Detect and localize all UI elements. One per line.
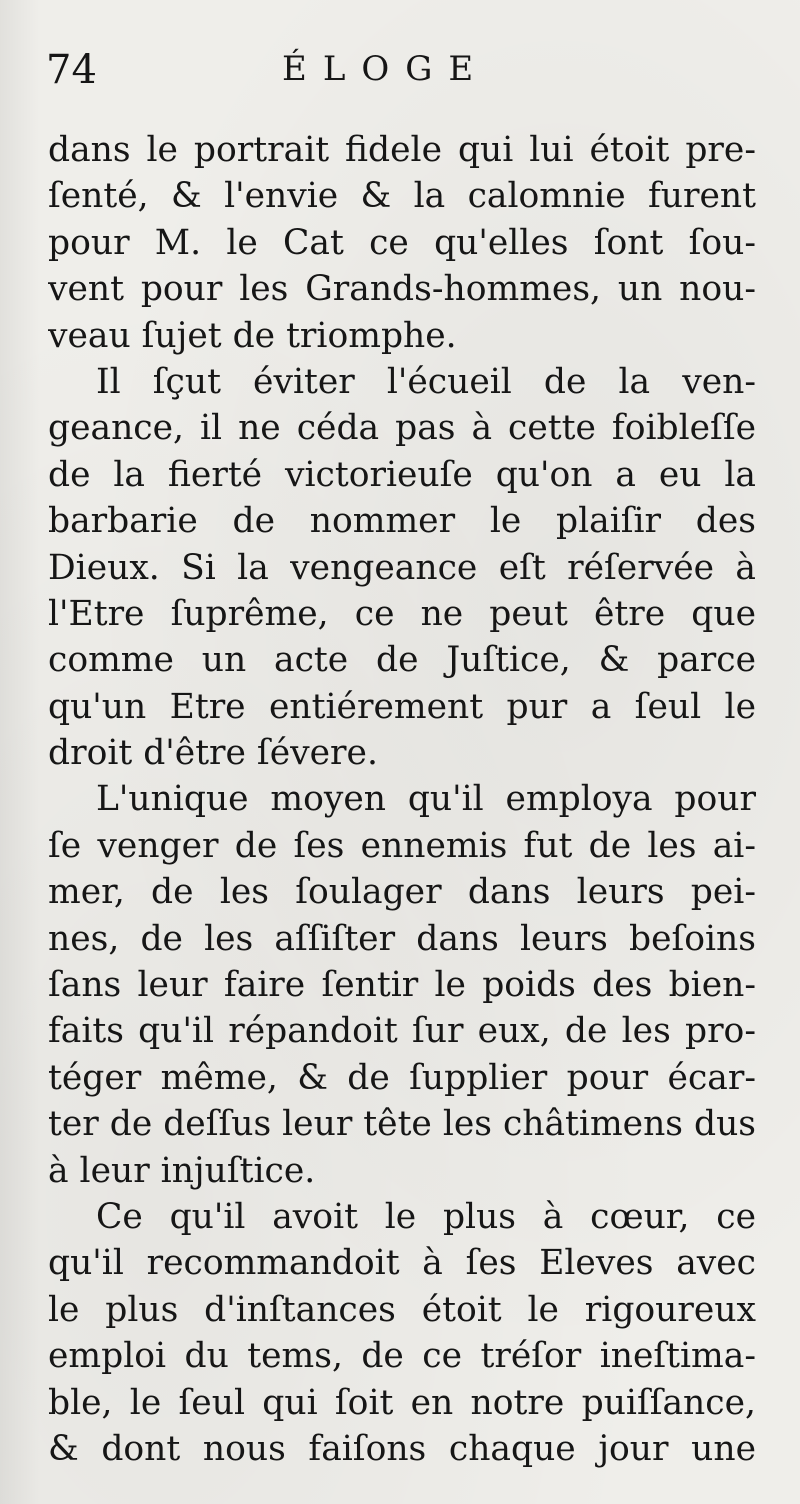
text-line: ſe venger de ſes ennemis fut de les ai- xyxy=(48,825,756,866)
text-line: droit d'être ſévere. xyxy=(48,733,378,774)
text-line: ſenté, & l'envie & la calomnie furent xyxy=(48,176,756,217)
text-line: comme un acte de Juſtice, & parce xyxy=(48,640,756,681)
page-number: 74 xyxy=(46,47,97,93)
text-line: & dont nous faiſons chaque jour une xyxy=(48,1428,756,1469)
text-line: emploi du tems, de ce tréſor ineſtima- xyxy=(48,1336,756,1377)
text-line: geance, il ne céda pas à cette foibleſſe xyxy=(48,408,756,449)
text-line: qu'il recommandoit à ſes Eleves avec xyxy=(48,1243,756,1284)
text-line: L'unique moyen qu'il employa pour xyxy=(96,779,756,820)
text-line: qu'un Etre entiérement pur a ſeul le xyxy=(48,686,756,727)
body-text xyxy=(48,127,756,1472)
text-line: faits qu'il répandoit ſur eux, de les pro- xyxy=(48,1011,756,1052)
text-line: l'Etre ſuprême, ce ne peut être que xyxy=(48,593,756,634)
text-line: nes, de les aſſiſter dans leurs beſoins xyxy=(48,918,756,959)
text-line: le plus d'inſtances étoit le rigoureux xyxy=(48,1289,756,1330)
text-line: barbarie de nommer le plaiſir des xyxy=(48,501,756,542)
text-line: ſans leur faire ſentir le poids des bien- xyxy=(48,965,756,1006)
text-line: pour M. le Cat ce qu'elles ſont ſou- xyxy=(48,222,756,263)
text-line: mer, de les ſoulager dans leurs pei- xyxy=(48,872,756,913)
text-line: dans le portrait fidele qui lui étoit pre- xyxy=(48,130,756,170)
text-line: ble, le ſeul qui ſoit en notre puiſſance, xyxy=(48,1382,756,1423)
text-line: veau ſujet de triomphe. xyxy=(48,315,457,356)
text-line: à leur injuſtice. xyxy=(48,1150,316,1191)
text-line: ter de deſſus leur tête les châtimens dus xyxy=(48,1104,756,1145)
text-line: de la fierté victorieuſe qu'on a eu la xyxy=(48,454,756,495)
text-line: Il ſçut éviter l'écueil de la ven- xyxy=(96,361,756,402)
text-line: téger même, & de ſupplier pour écar- xyxy=(48,1057,756,1098)
running-head: ÉLOGE xyxy=(282,49,490,89)
text-line: vent pour les Grands-hommes, un nou- xyxy=(48,269,756,310)
page-header xyxy=(42,47,762,110)
text-line: Dieux. Si la vengeance eſt réſervée à xyxy=(48,547,756,588)
text-line: Ce qu'il avoit le plus à cœur, ce xyxy=(96,1196,756,1237)
